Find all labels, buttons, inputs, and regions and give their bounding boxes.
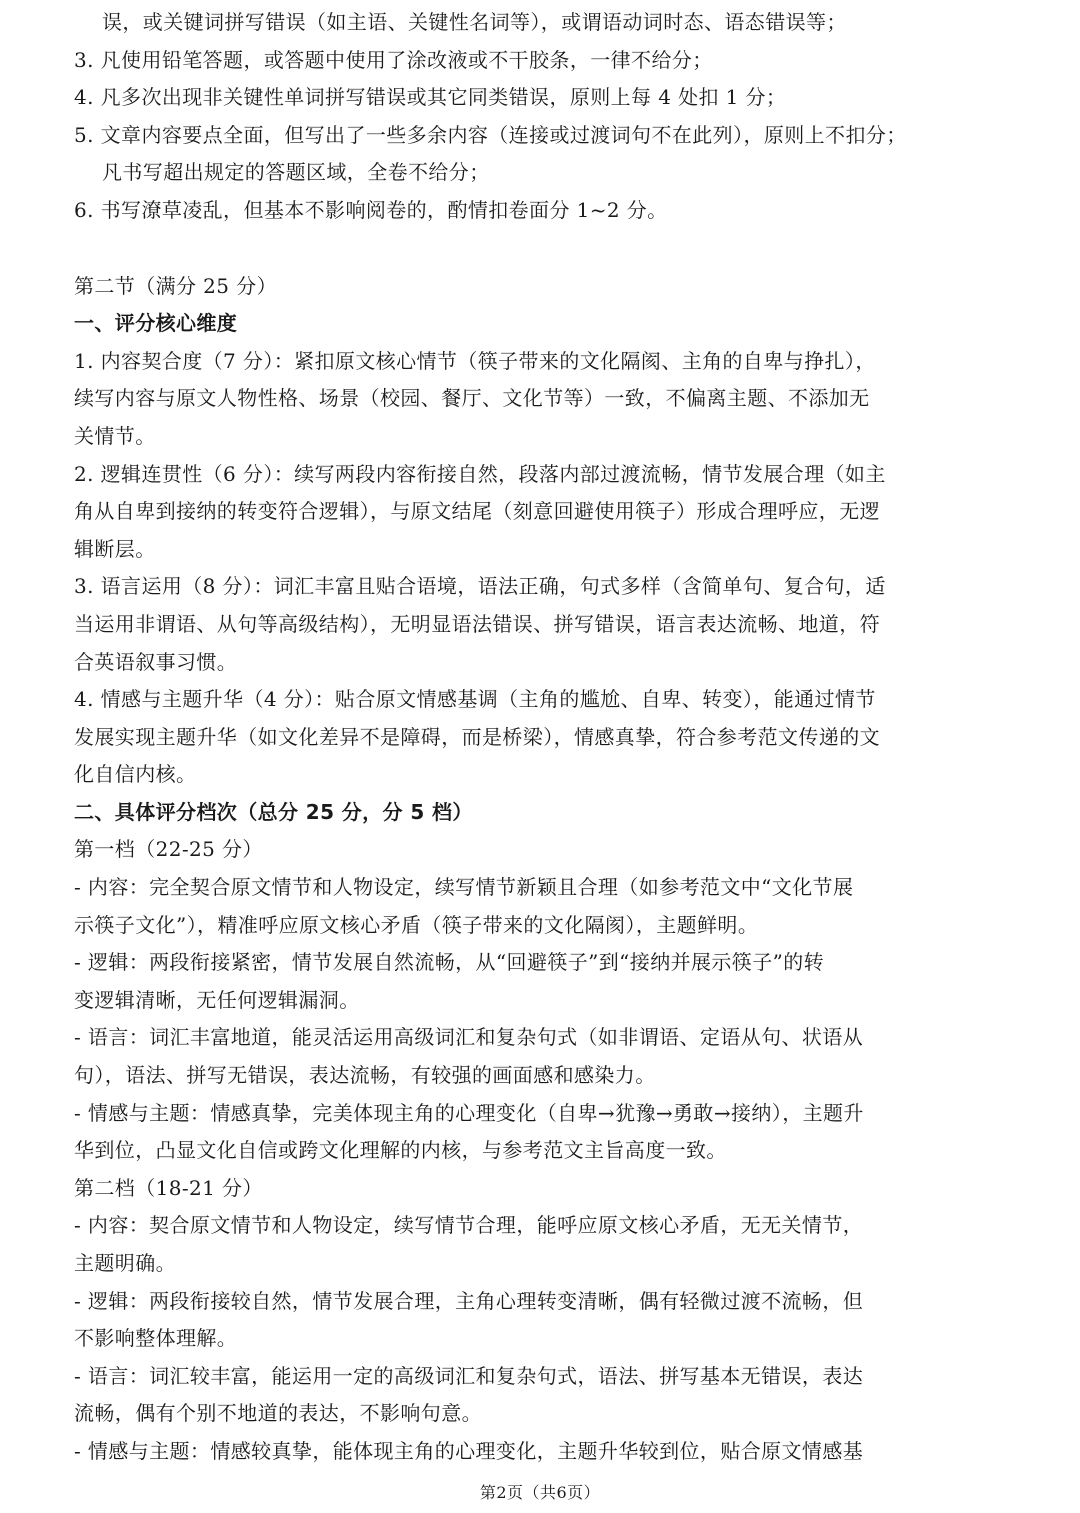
dimension-emotion <box>74 681 954 794</box>
paragraph-line: 化自信内核。 <box>74 762 197 787</box>
tier-language-line: 流畅，偶有个别不地道的表达，不影响句意。 <box>74 1401 482 1426</box>
dimension-language <box>74 568 954 681</box>
tier-content-line: - 内容：完全契合原文情节和人物设定，续写情节新颖且合理（如参考范文中“文化节展 <box>74 875 854 900</box>
tier-title: 第一档（22-25 分） <box>74 837 263 862</box>
paragraph-line: 1. 内容契合度（7 分）：紧扣原文核心情节（筷子带来的文化隔阂、主角的自卑与挣扎）， <box>74 348 876 373</box>
paragraph-line: 4. 情感与主题升华（4 分）：贴合原文情感基调（主角的尴尬、自卑、转变），能通过情节 <box>74 687 876 712</box>
paragraph-line: 发展实现主题升华（如文化差异不是障碍，而是桥梁），情感真挚，符合参考范文传递的文 <box>74 724 880 749</box>
section-title: 第二节（满分 25 分） <box>74 273 277 298</box>
tier-content-line: 主题明确。 <box>74 1251 176 1275</box>
heading-score-tiers: 二、具体评分档次（总分 25 分，分 5 档） <box>74 799 473 824</box>
paragraph-line: 合英语叙事习惯。 <box>74 649 238 674</box>
heading-core-dimensions: 一、评分核心维度 <box>74 311 238 336</box>
paragraph-line: 2. 逻辑连贯性（6 分）：续写两段内容衔接自然，段落内部过渡流畅，情节发展合理（如主 <box>74 461 886 486</box>
tier-2 <box>74 1170 954 1471</box>
tier-logic-line: - 逻辑：两段衔接紧密，情节发展自然流畅，从“回避筷子”到“接纳并展示筷子”的转 <box>74 950 825 975</box>
paragraph-line: 关情节。 <box>74 423 156 448</box>
continued-line: 误，或关键词拼写错误（如主语、关键性名词等），或谓语动词时态、语态错误等； <box>102 10 847 34</box>
paragraph-line: 辑断层。 <box>74 536 156 561</box>
tier-emotion-line: - 情感与主题：情感真挚，完美体现主角的心理变化（自卑→犹豫→勇敢→接纳），主题升 <box>74 1100 864 1125</box>
dimension-logic <box>74 456 954 569</box>
page-number: 第2页（共6页） <box>479 1483 601 1502</box>
paragraph-line: 角从自卑到接纳的转变符合逻辑），与原文结尾（刻意回避使用筷子）形成合理呼应，无逻 <box>74 499 880 524</box>
tier-1 <box>74 831 954 1169</box>
tier-content-line: - 内容：契合原文情节和人物设定，续写情节合理，能呼应原文核心矛盾，无无关情节， <box>74 1213 864 1238</box>
tier-language-line: - 语言：词汇丰富地道，能灵活运用高级词汇和复杂句式（如非谓语、定语从句、状语从 <box>74 1025 864 1050</box>
dimension-content-fit <box>74 343 954 456</box>
paragraph-line: 当运用非谓语、从句等高级结构），无明显语法错误、拼写错误，语言表达流畅、地道，符 <box>74 611 880 636</box>
tier-emotion-line: - 情感与主题：情感较真挚，能体现主角的心理变化，主题升华较到位，贴合原文情感基 <box>74 1438 864 1463</box>
tier-logic-line: 不影响整体理解。 <box>74 1326 238 1351</box>
section-spacer <box>74 230 954 268</box>
tier-language-line: 句），语法、拼写无错误，表达流畅，有较强的画面感和感染力。 <box>74 1063 656 1088</box>
tier-language-line: - 语言：词汇较丰富，能运用一定的高级词汇和复杂句式，语法、拼写基本无错误，表达 <box>74 1363 864 1388</box>
rule-5-line-2: 凡书写超出规定的答题区域，全卷不给分； <box>102 160 490 185</box>
tier-logic-line: - 逻辑：两段衔接较自然，情节发展合理，主角心理转变清晰，偶有轻微过渡不流畅，但 <box>74 1288 864 1313</box>
tier-emotion-line: 华到位，凸显文化自信或跨文化理解的内核，与参考范文主旨高度一致。 <box>74 1138 727 1163</box>
paragraph-line: 续写内容与原文人物性格、场景（校园、餐厅、文化节等）一致，不偏离主题、不添加无 <box>74 386 870 411</box>
document-page <box>74 4 954 1471</box>
rule-6: 6. 书写潦草凌乱，但基本不影响阅卷的，酌情扣卷面分 1~2 分。 <box>74 197 668 222</box>
rule-4: 4. 凡多次出现非关键性单词拼写错误或其它同类错误，原则上每 4 处扣 1 分； <box>74 85 787 110</box>
paragraph-line: 3. 语言运用（8 分）：词汇丰富且贴合语境，语法正确，句式多样（含简单句、复合句，适 <box>74 574 886 599</box>
rule-5-line-1: 5. 文章内容要点全面，但写出了一些多余内容（连接或过渡词句不在此列），原则上不扣分； <box>74 122 907 147</box>
tier-content-line: 示筷子文化”），精准呼应原文核心矛盾（筷子带来的文化隔阂），主题鲜明。 <box>74 912 759 937</box>
rule-3: 3. 凡使用铅笔答题，或答题中使用了涂改液或不干胶条，一律不给分； <box>74 47 713 72</box>
tier-logic-line: 变逻辑清晰，无任何逻辑漏洞。 <box>74 987 360 1012</box>
tier-title: 第二档（18-21 分） <box>74 1175 263 1200</box>
